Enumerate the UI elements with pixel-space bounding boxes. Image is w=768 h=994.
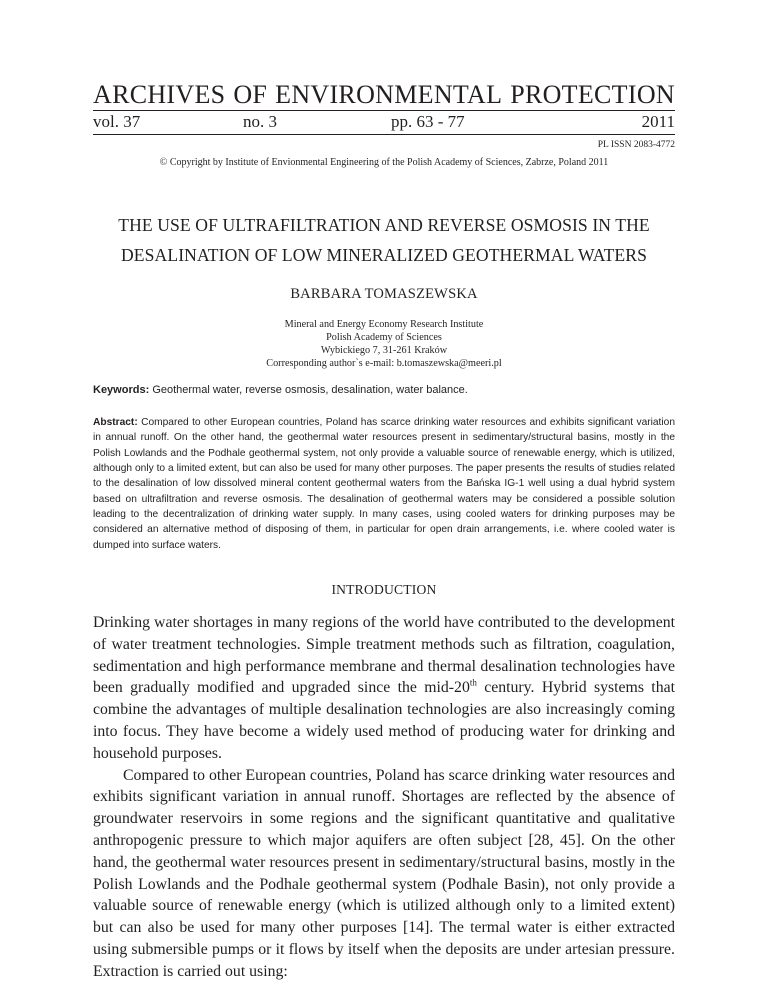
- title-line: DESALINATION OF LOW MINERALIZED GEOTHERMAL WATERS: [121, 245, 647, 265]
- affiliation-line: Wybickiego 7, 31-261 Kraków: [320, 345, 448, 356]
- abstract: [93, 415, 675, 553]
- paragraph-text: century. Hybrid systems that combine the advantages of multiple desalination technologies are also increasingly coming into focus. They have become a widely used method of producing water for drinking and household purposes.: [93, 679, 675, 762]
- header-rule-bottom: [93, 134, 675, 135]
- affiliation-line: Polish Academy of Sciences: [326, 332, 442, 343]
- volume: vol. 37: [93, 112, 141, 131]
- journal-name: [93, 80, 675, 110]
- journal-name-word: ARCHIVES: [93, 80, 226, 109]
- copyright-notice: © Copyright by Institute of Envionmental Engineering of the Polish Academy of Sciences, Zabrze, Poland 2011: [159, 157, 609, 168]
- issue-number: no. 3: [243, 112, 277, 131]
- issn: PL ISSN 2083-4772: [597, 140, 675, 150]
- keywords-label: Keywords:: [93, 384, 150, 396]
- keywords: [93, 383, 675, 397]
- author-affiliation: [0, 318, 768, 370]
- affiliation-line: Mineral and Energy Economy Research Institute: [284, 319, 484, 330]
- paragraph: [93, 612, 675, 765]
- journal-name-word: PROTECTION: [510, 80, 675, 109]
- title-line: THE USE OF ULTRAFILTRATION AND REVERSE OSMOSIS IN THE: [118, 215, 650, 235]
- author-name: BARBARA TOMASZEWSKA: [290, 286, 478, 302]
- section-heading: INTRODUCTION: [331, 582, 437, 597]
- affiliation-line: Corresponding author`s e-mail: b.tomaszewska@meeri.pl: [266, 358, 502, 369]
- journal-name-word: ENVIRONMENTAL: [275, 80, 503, 109]
- journal-name-word: OF: [233, 80, 268, 109]
- year: 2011: [641, 112, 675, 131]
- page-range: pp. 63 - 77: [391, 112, 465, 131]
- issue-info: [93, 111, 675, 133]
- abstract-text: Compared to other European countries, Poland has scarce drinking water resources and exhibits significant variation in annual runoff. On the other hand, the geothermal water resources present in sedimentary/structural basins, mostly in the Polish Lowlands and the Podhale geothermal system, not only provide a valuable source of renewable energy, which is utilized, although only to a limited extent, but can also be used for many other purposes. The paper presents the results of studies related to the desalination of low dissolved mineral content geothermal waters from the Bańska IG-1 well using a dual hybrid system based on ultrafiltration and reverse osmosis. The desalination of geothermal waters may be considered a possible solution leading to the decentralization of drinking water supply. In many cases, using cooled waters for drinking purposes may be considered an alternative method of disposing of them, in particular for open drain arrangements, i.e. where cooled water is dumped into surface waters.: [93, 417, 675, 551]
- abstract-label: Abstract:: [93, 417, 138, 428]
- superscript: th: [469, 678, 477, 689]
- paragraph: Compared to other European countries, Poland has scarce drinking water resources and exhibits significant variation in annual runoff. Shortages are reflected by the absence of groundwater reservoirs in some regions and the significant quantitative and qualitative anthropogenic pressure to which major aquifers are often subject [28, 45]. On the other hand, the geothermal water resources present in sedimentary/structural basins, mostly in the Polish Lowlands and the Podhale geothermal system (Podhale Basin), not only provide a valuable source of renewable energy (which is utilized although only to a limited extent) but can also be used for many other purposes [14]. The termal water is either extracted using submersible pumps or it flows by itself when the deposits are under artesian pressure. Extraction is carried out using:: [93, 766, 675, 980]
- paragraph-text: Drinking water shortages in many regions of the world have contributed to the development of water treatment technologies. Simple treatment methods such as filtration, coagulation, sedimentation and high performance membrane and thermal desalination technologies have been gradually modified and upgraded since the mid-20: [93, 614, 675, 697]
- keywords-text: Geothermal water, reverse osmosis, desalination, water balance.: [152, 384, 468, 396]
- body-text: [93, 612, 675, 983]
- article-title: [60, 210, 708, 270]
